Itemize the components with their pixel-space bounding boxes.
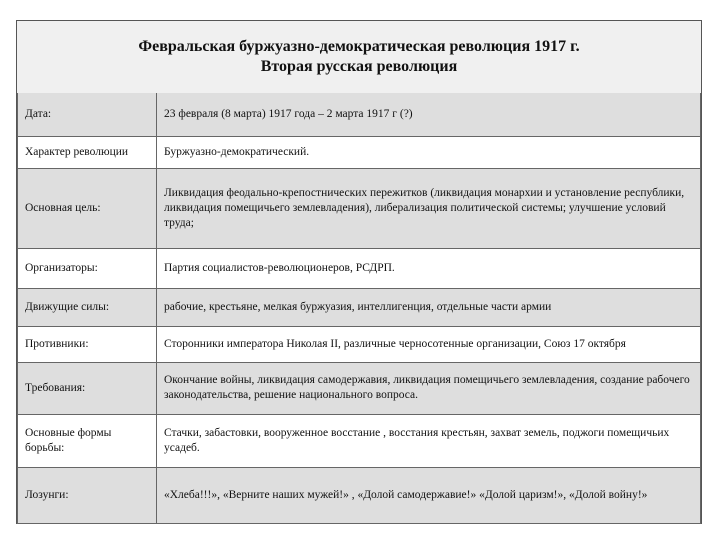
row-label: Основная цель: <box>18 168 157 248</box>
row-label: Лозунги: <box>18 467 157 523</box>
title-line-1: Февральская буржуазно-демократическая революция 1917 г. <box>138 38 580 55</box>
row-value: Партия социалистов-революционеров, РСДРП. <box>157 248 701 288</box>
table-row <box>18 414 701 467</box>
row-value: Буржуазно-демократический. <box>157 136 701 168</box>
row-label: Характер революции <box>18 136 157 168</box>
table-row <box>18 288 701 326</box>
document-sheet <box>16 20 702 524</box>
revolution-table <box>17 93 701 524</box>
row-label: Организаторы: <box>18 248 157 288</box>
row-value: 23 февраля (8 марта) 1917 года – 2 марта 1917 г (?) <box>157 93 701 136</box>
table-row <box>18 326 701 362</box>
table-row <box>18 93 701 136</box>
document-title <box>17 21 701 94</box>
row-value: Сторонники императора Николая II, различные черносотенные организации, Союз 17 октября <box>157 326 701 362</box>
table-row <box>18 168 701 248</box>
row-value: Ликвидация феодально-крепостнических пережитков (ликвидация монархии и установление республики, ликвидация помещичьего землевладения), либерализация политической системы; улучшение условий труда; <box>157 168 701 248</box>
row-value: Окончание войны, ликвидация самодержавия, ликвидация помещичьего землевладения, создание рабочего законодательства, решение национального вопроса. <box>157 362 701 414</box>
row-value: «Хлеба!!!», «Верните наших мужей!» , «Долой самодержавие!» «Долой царизм!», «Долой войну!» <box>157 467 701 523</box>
table-row <box>18 248 701 288</box>
table-row <box>18 136 701 168</box>
row-label: Противники: <box>18 326 157 362</box>
title-line-2: Вторая русская революция <box>260 58 458 75</box>
row-label: Требования: <box>18 362 157 414</box>
table-row <box>18 362 701 414</box>
row-label: Движущие силы: <box>18 288 157 326</box>
row-value: Стачки, забастовки, вооруженное восстание , восстания крестьян, захват земель, поджоги помещичьих усадеб. <box>157 414 701 467</box>
row-label: Основные формы борьбы: <box>18 414 157 467</box>
row-value: рабочие, крестьяне, мелкая буржуазия, интеллигенция, отдельные части армии <box>157 288 701 326</box>
table-row <box>18 467 701 523</box>
row-label: Дата: <box>18 93 157 136</box>
